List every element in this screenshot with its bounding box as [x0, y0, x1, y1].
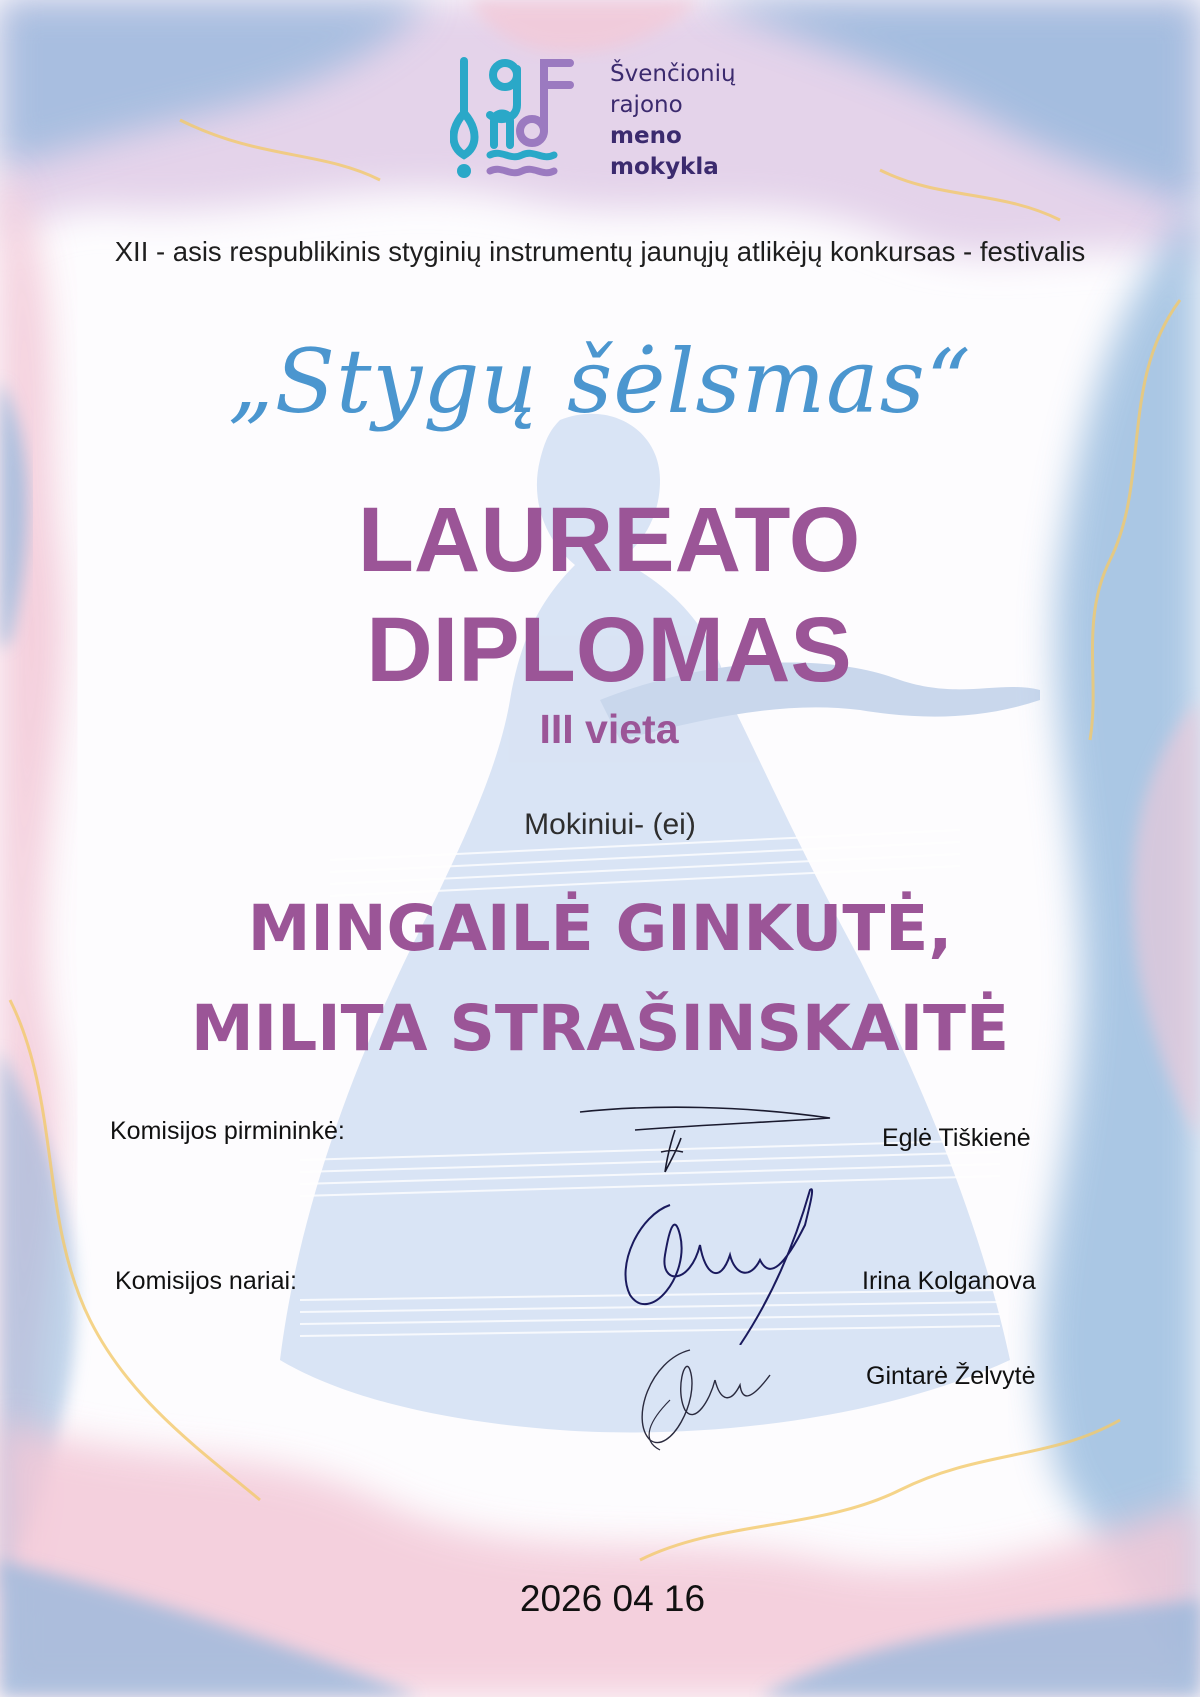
school-logo [450, 55, 760, 185]
award-date: 2026 04 16 [519, 1578, 706, 1619]
school-name-line1: Švenčionių [610, 61, 736, 87]
contest-name: „Stygų šėlsmas“ [228, 330, 972, 433]
school-name-line3: meno [610, 123, 682, 149]
recipient-label: Mokiniui- (ei) [524, 808, 696, 841]
commission-member-name: Irina Kolganova [862, 1267, 1036, 1295]
school-name-line2: rajono [610, 92, 683, 118]
member-signature [610, 1185, 830, 1345]
commission-chair-label: Komisijos pirmininkė: [110, 1117, 345, 1145]
member-signature [630, 1340, 780, 1460]
festival-title: XII - asis respublikinis styginių instrumentų jaunųjų atlikėjų konkursas - festivalis [114, 236, 1086, 267]
commission-members-label: Komisijos nariai: [115, 1267, 298, 1295]
recipient-name: MINGAILĖ GINKUTĖ, [247, 892, 953, 965]
diploma-place: III vieta [539, 706, 679, 752]
school-logo-mark [450, 55, 590, 180]
commission-member-name: Gintarė Želvytė [866, 1362, 1036, 1390]
school-name [610, 59, 736, 183]
commission-chair-name: Eglė Tiškienė [882, 1124, 1031, 1152]
school-name-line4: mokykla [610, 154, 719, 180]
diploma-title-line1: LAUREATO [357, 489, 861, 591]
chair-signature [575, 1100, 835, 1180]
diploma-title-line2: DIPLOMAS [366, 599, 852, 701]
recipient-name: MILITA STRAŠINSKAITĖ [190, 992, 1010, 1065]
